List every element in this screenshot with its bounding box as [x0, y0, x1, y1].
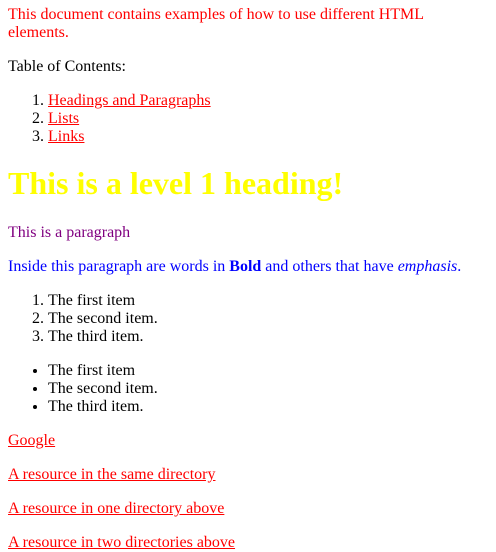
- toc-link-links[interactable]: Links: [48, 128, 85, 145]
- emphasis-text: emphasis: [397, 258, 458, 275]
- list-item: 2. The second item.: [48, 310, 488, 328]
- toc-title: Table of Contents:: [8, 58, 126, 75]
- link-paragraph: [8, 466, 488, 484]
- toc-link-lists[interactable]: Lists: [48, 110, 80, 127]
- list-item: • The second item.: [48, 380, 488, 398]
- two-directories-above-link[interactable]: A resource in two directories above: [8, 534, 236, 551]
- list-item: • The third item.: [48, 398, 488, 416]
- paragraph-blue-text-after: .: [457, 258, 462, 275]
- ordered-list: [8, 292, 488, 346]
- toc-item: [48, 110, 488, 128]
- same-directory-link[interactable]: A resource in the same directory: [8, 466, 216, 483]
- intro-text: This document contains examples of how to use different HTML elements.: [8, 6, 424, 41]
- unordered-list: [8, 362, 488, 416]
- google-link[interactable]: Google: [8, 432, 56, 449]
- bold-text: Bold: [229, 258, 262, 275]
- paragraph-blue-text-middle: and others that have: [261, 258, 398, 275]
- page-heading: This is a level 1 heading!: [8, 165, 344, 201]
- one-directory-above-link[interactable]: A resource in one directory above: [8, 500, 225, 517]
- link-paragraph: [8, 534, 488, 552]
- paragraph-purple: This is a paragraph: [8, 224, 131, 241]
- link-paragraph: [8, 432, 488, 450]
- list-item: • The first item: [48, 362, 488, 380]
- list-item: 1. The first item: [48, 292, 488, 310]
- link-paragraph: [8, 500, 488, 518]
- toc-item: [48, 128, 488, 146]
- toc-list: [8, 92, 488, 146]
- paragraph-blue: [8, 258, 488, 276]
- toc-item: [48, 92, 488, 110]
- toc-link-headings[interactable]: Headings and Paragraphs: [48, 92, 211, 109]
- list-item: 3. The third item.: [48, 328, 488, 346]
- paragraph-blue-text-before: Inside this paragraph are words in: [8, 258, 230, 275]
